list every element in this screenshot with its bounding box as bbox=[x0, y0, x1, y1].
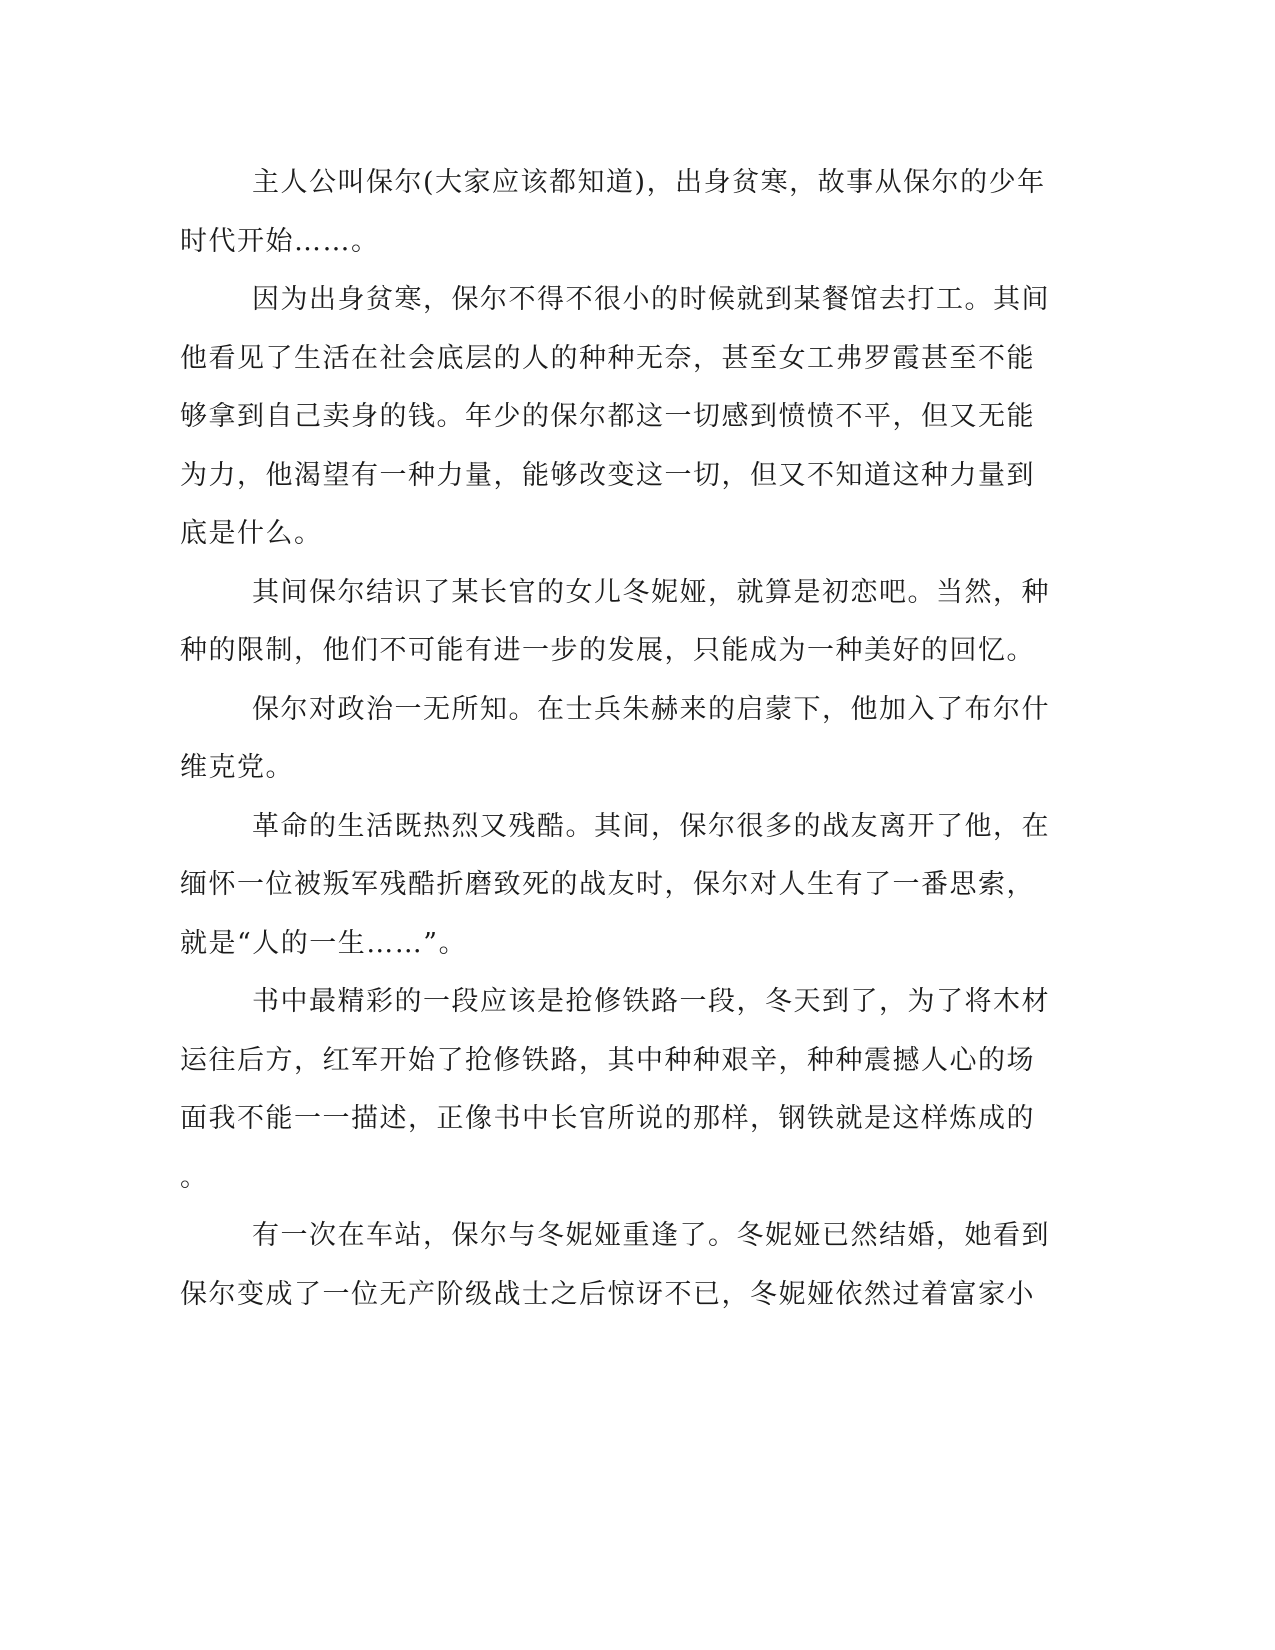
text-line: 为力，他渴望有一种力量，能够改变这一切，但又不知道这种力量到 bbox=[180, 459, 1035, 491]
text-line: 缅怀一位被叛军残酷折磨致死的战友时，保尔对人生有了一番思索， bbox=[180, 869, 1035, 900]
text-line: 就是“人的一生……”。 bbox=[180, 927, 468, 959]
text-line: 因为出身贫寒，保尔不得不很小的时候就到某餐馆去打工。其间 bbox=[252, 284, 1050, 315]
text-line: 革命的生活既热烈又残酷。其间，保尔很多的战友离开了他，在 bbox=[252, 810, 1050, 842]
text-line: 。 bbox=[180, 1161, 209, 1193]
text-line: 保尔变成了一位无产阶级战士之后惊讶不已，冬妮娅依然过着富家小 bbox=[180, 1278, 1035, 1310]
text-line: 保尔对政治一无所知。在士兵朱赫来的启蒙下，他加入了布尔什 bbox=[252, 693, 1050, 725]
text-line: 有一次在车站，保尔与冬妮娅重逢了。冬妮娅已然结婚，她看到 bbox=[252, 1220, 1050, 1251]
text-line: 书中最精彩的一段应该是抢修铁路一段，冬天到了，为了将木材 bbox=[252, 986, 1050, 1017]
body-text bbox=[180, 154, 1050, 1324]
text-line: 维克党。 bbox=[180, 752, 294, 783]
text-line: 运往后方，红军开始了抢修铁路，其中种种艰辛，种种震撼人心的场 bbox=[180, 1044, 1035, 1076]
text-line: 时代开始……。 bbox=[180, 225, 380, 257]
text-line: 底是什么。 bbox=[180, 518, 323, 549]
text-line: 面我不能一一描述，正像书中长官所说的那样，钢铁就是这样炼成的 bbox=[180, 1103, 1035, 1134]
text-line: 他看见了生活在社会底层的人的种种无奈，甚至女工弗罗霞甚至不能 bbox=[180, 342, 1035, 374]
text-line: 其间保尔结识了某长官的女儿冬妮娅，就算是初恋吧。当然，种 bbox=[252, 576, 1050, 608]
text-line: 种的限制，他们不可能有进一步的发展，只能成为一种美好的回忆。 bbox=[180, 635, 1035, 666]
text-line: 主人公叫保尔(大家应该都知道)，出身贫寒，故事从保尔的少年 bbox=[252, 167, 1046, 198]
text-line: 够拿到自己卖身的钱。年少的保尔都这一切感到愤愤不平，但又无能 bbox=[180, 401, 1035, 432]
